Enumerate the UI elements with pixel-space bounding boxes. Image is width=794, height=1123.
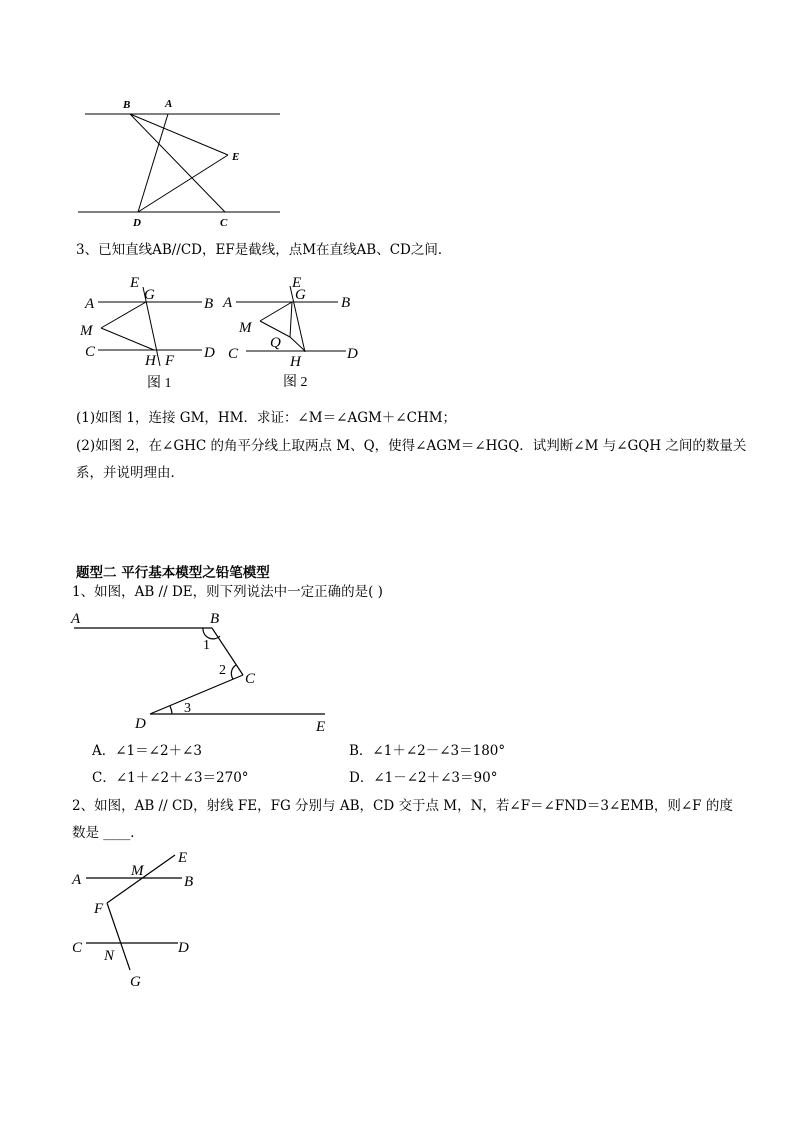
rays-label-C: C — [72, 940, 83, 956]
fig1-label-M: M — [80, 323, 93, 339]
label-E: E — [232, 151, 240, 163]
rays-label-G: G — [130, 974, 141, 990]
figure-pencil-model — [0, 605, 360, 740]
fig1-label-D: D — [204, 345, 215, 361]
rays-label-M: M — [131, 863, 144, 879]
fig2-label-G: G — [295, 287, 306, 303]
fig2-label-E: E — [292, 275, 302, 291]
fig2-label-C: C — [228, 346, 239, 362]
rays-label-N: N — [104, 948, 115, 964]
rays-label-E: E — [178, 850, 188, 866]
pencil-label-D: D — [135, 716, 146, 732]
fig1-label-C: C — [85, 344, 96, 360]
fig1-caption: 图 1 — [147, 376, 172, 391]
fig1-label-E: E — [130, 275, 140, 291]
q3-part1: (1)如图 1，连接 GM，HM．求证：∠M＝∠AGM＋∠CHM； — [76, 410, 457, 426]
fig1-label-G: G — [144, 287, 155, 303]
fig2-label-Q: Q — [270, 335, 281, 351]
label-A: A — [165, 98, 173, 110]
label-D: D — [133, 217, 141, 229]
fig1-label-H: H — [145, 353, 156, 369]
option-C: C．∠1＋∠2＋∠3＝270° — [92, 770, 249, 786]
q3-part2-line2: 系，并说明理由． — [76, 465, 184, 481]
fig2-label-M: M — [239, 320, 252, 336]
fig2-label-D: D — [347, 346, 358, 362]
rays-label-B: B — [184, 874, 194, 890]
pencil-label-B: B — [210, 611, 220, 627]
figure-parallel-lines-top — [0, 90, 300, 230]
rays-label-A: A — [72, 872, 82, 888]
option-B: B．∠1＋∠2－∠3＝180° — [349, 743, 506, 759]
fig2-caption: 图 2 — [283, 375, 308, 390]
pencil-angle-2: 2 — [219, 663, 226, 678]
q3-part2-line1: (2)如图 2，在∠GHC 的角平分线上取两点 M、Q，使得∠AGM＝∠HGQ．试判断∠M 与∠GQH 之间的数量关 — [76, 438, 747, 454]
q3-statement: 3、已知直线AB//CD，EF是截线，点M在直线AB、CD之间． — [76, 242, 452, 258]
label-B: B — [123, 99, 131, 111]
fig1-label-F: F — [165, 353, 175, 369]
s2-q1-statement: 1、如图，AB // DE，则下列说法中一定正确的是( ) — [72, 584, 383, 600]
rays-label-F: F — [94, 901, 104, 917]
pencil-angle-1: 1 — [203, 638, 210, 653]
figure-rays — [0, 840, 220, 995]
s2-q2-line1: 2、如图，AB // CD，射线 FE，FG 分别与 AB，CD 交于点 M，N，若∠F＝∠FND＝3∠EMB，则∠F 的度 — [72, 798, 733, 814]
option-A: A．∠1＝∠2＋∠3 — [92, 743, 202, 759]
pencil-label-E: E — [316, 719, 326, 735]
fig2-label-A: A — [223, 295, 233, 311]
figure-2 — [215, 265, 375, 395]
section-heading: 题型二 平行基本模型之铅笔模型 — [76, 565, 270, 581]
pencil-label-C: C — [245, 671, 256, 687]
pencil-angle-3: 3 — [184, 701, 191, 716]
fig1-label-B: B — [204, 296, 214, 312]
figure-1 — [0, 265, 240, 395]
fig2-label-H: H — [290, 354, 301, 370]
pencil-label-A: A — [71, 611, 81, 627]
s2-q2-line2: 数是 ____． — [72, 825, 144, 841]
fig2-label-B: B — [341, 295, 351, 311]
label-C: C — [220, 217, 228, 229]
fig1-label-A: A — [85, 296, 95, 312]
option-D: D．∠1－∠2＋∠3＝90° — [349, 770, 498, 786]
rays-label-D: D — [178, 940, 189, 956]
